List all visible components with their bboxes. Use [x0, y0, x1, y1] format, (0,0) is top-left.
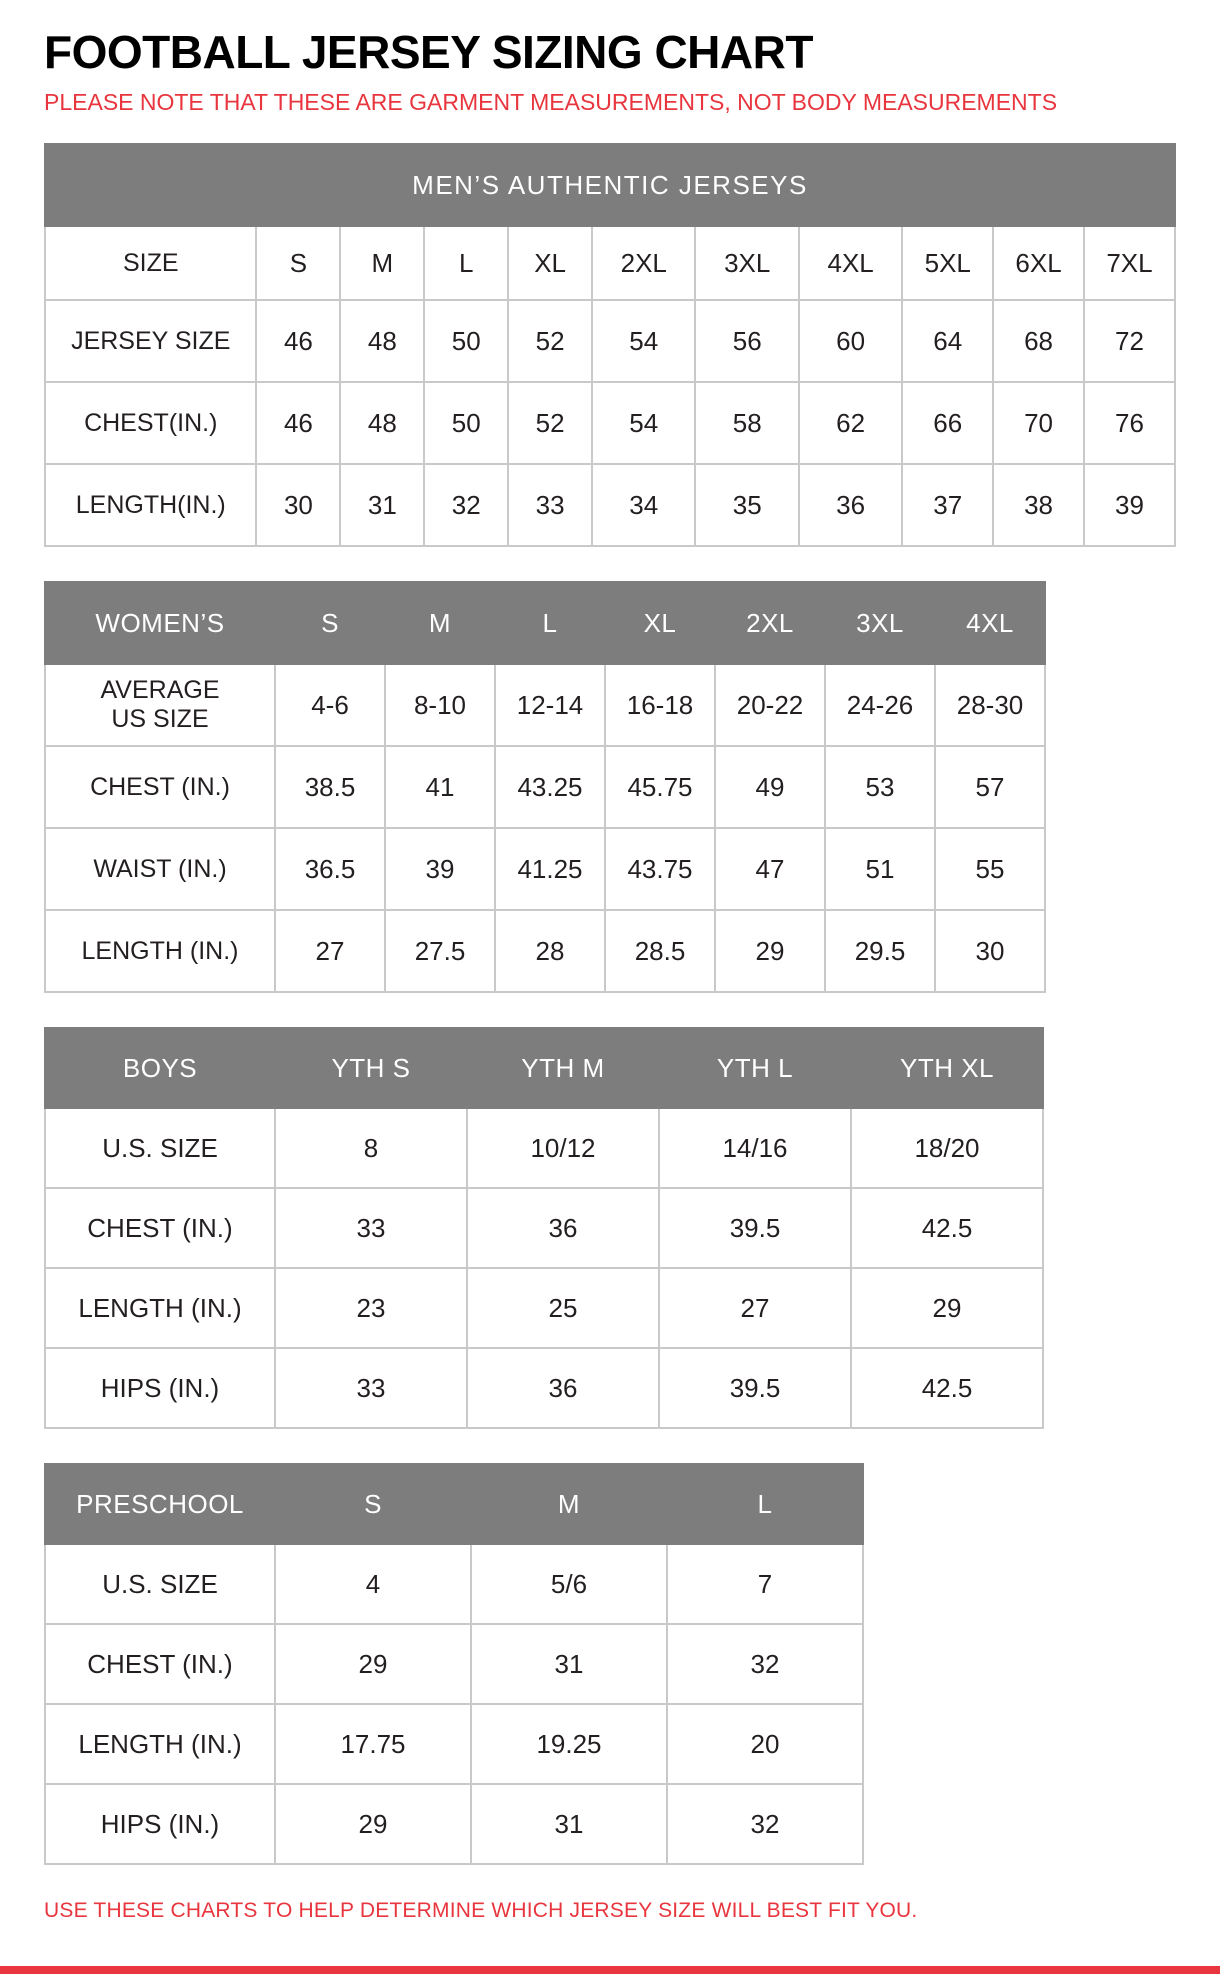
bottom-accent-bar [0, 1966, 1220, 1974]
cell: 76 [1084, 382, 1175, 464]
mens-size-6xl: 6XL [993, 226, 1084, 300]
cell: 39 [385, 828, 495, 910]
table-row [45, 382, 1175, 464]
cell: 38.5 [275, 746, 385, 828]
table-row [45, 746, 1045, 828]
cell: 36 [467, 1188, 659, 1268]
table-row [45, 300, 1175, 382]
cell: 24-26 [825, 664, 935, 746]
cell: 31 [340, 464, 424, 546]
cell: 48 [340, 382, 424, 464]
table-row [45, 1704, 863, 1784]
page-subtitle: PLEASE NOTE THAT THESE ARE GARMENT MEASUREMENTS, NOT BODY MEASUREMENTS [44, 89, 1058, 116]
cell: 10/12 [467, 1108, 659, 1188]
cell: 28-30 [935, 664, 1045, 746]
boys-row-label-hips: HIPS (IN.) [45, 1348, 275, 1428]
cell: 52 [508, 382, 592, 464]
boys-header-row [45, 1028, 1043, 1108]
preschool-label: PRESCHOOL [45, 1464, 275, 1544]
cell: 50 [424, 382, 508, 464]
cell: 51 [825, 828, 935, 910]
mens-size-4xl: 4XL [799, 226, 902, 300]
cell: 41.25 [495, 828, 605, 910]
womens-row-label-line1: AVERAGE [100, 676, 220, 705]
womens-row-label-length: LENGTH (IN.) [45, 910, 275, 992]
table-row [45, 1188, 1043, 1268]
cell: 14/16 [659, 1108, 851, 1188]
cell: 12-14 [495, 664, 605, 746]
mens-size-7xl: 7XL [1084, 226, 1175, 300]
cell: 39.5 [659, 1348, 851, 1428]
cell: 47 [715, 828, 825, 910]
mens-banner-row [45, 144, 1175, 226]
cell: 43.75 [605, 828, 715, 910]
boys-label: BOYS [45, 1028, 275, 1108]
womens-size-s: S [275, 582, 385, 664]
womens-header-row [45, 582, 1045, 664]
womens-row-label-waist: WAIST (IN.) [45, 828, 275, 910]
cell: 54 [592, 300, 695, 382]
cell: 56 [695, 300, 798, 382]
cell: 19.25 [471, 1704, 667, 1784]
cell: 68 [993, 300, 1084, 382]
boys-size-yth-m: YTH M [467, 1028, 659, 1108]
cell: 8-10 [385, 664, 495, 746]
mens-size-5xl: 5XL [902, 226, 993, 300]
cell: 39.5 [659, 1188, 851, 1268]
mens-row-label-length: LENGTH(IN.) [45, 464, 256, 546]
footnote: USE THESE CHARTS TO HELP DETERMINE WHICH JERSEY SIZE WILL BEST FIT YOU. [44, 1899, 918, 1923]
cell: 18/20 [851, 1108, 1043, 1188]
mens-size-m: M [340, 226, 424, 300]
cell: 38 [993, 464, 1084, 546]
mens-size-header-row [45, 226, 1175, 300]
preschool-row-label-length: LENGTH (IN.) [45, 1704, 275, 1784]
cell: 33 [275, 1188, 467, 1268]
preschool-row-label-hips: HIPS (IN.) [45, 1784, 275, 1864]
cell: 28.5 [605, 910, 715, 992]
womens-sizing-table [44, 581, 1046, 993]
boys-row-label-chest: CHEST (IN.) [45, 1188, 275, 1268]
cell: 58 [695, 382, 798, 464]
cell: 36.5 [275, 828, 385, 910]
preschool-row-label-us-size: U.S. SIZE [45, 1544, 275, 1624]
preschool-size-s: S [275, 1464, 471, 1544]
cell: 39 [1084, 464, 1175, 546]
preschool-size-m: M [471, 1464, 667, 1544]
cell: 45.75 [605, 746, 715, 828]
cell: 23 [275, 1268, 467, 1348]
table-row [45, 1348, 1043, 1428]
womens-size-4xl: 4XL [935, 582, 1045, 664]
cell: 35 [695, 464, 798, 546]
cell: 25 [467, 1268, 659, 1348]
cell: 20 [667, 1704, 863, 1784]
cell: 72 [1084, 300, 1175, 382]
cell: 48 [340, 300, 424, 382]
womens-size-m: M [385, 582, 495, 664]
cell: 32 [424, 464, 508, 546]
cell: 17.75 [275, 1704, 471, 1784]
mens-row-label-chest: CHEST(IN.) [45, 382, 256, 464]
mens-size-xl: XL [508, 226, 592, 300]
cell: 28 [495, 910, 605, 992]
boys-row-label-us-size: U.S. SIZE [45, 1108, 275, 1188]
cell: 29 [275, 1784, 471, 1864]
cell: 70 [993, 382, 1084, 464]
cell: 29 [715, 910, 825, 992]
cell: 33 [275, 1348, 467, 1428]
cell: 49 [715, 746, 825, 828]
womens-row-label-line2: US SIZE [111, 705, 209, 734]
boys-size-yth-l: YTH L [659, 1028, 851, 1108]
mens-size-3xl: 3XL [695, 226, 798, 300]
cell: 60 [799, 300, 902, 382]
cell: 32 [667, 1624, 863, 1704]
mens-row-label-jersey-size: JERSEY SIZE [45, 300, 256, 382]
cell: 37 [902, 464, 993, 546]
cell: 27 [659, 1268, 851, 1348]
womens-row-label-chest: CHEST (IN.) [45, 746, 275, 828]
boys-size-yth-xl: YTH XL [851, 1028, 1043, 1108]
cell: 4-6 [275, 664, 385, 746]
table-row [45, 1624, 863, 1704]
mens-size-label: SIZE [45, 226, 256, 300]
cell: 4 [275, 1544, 471, 1624]
mens-banner: MEN’S AUTHENTIC JERSEYS [45, 144, 1175, 226]
cell: 36 [799, 464, 902, 546]
boys-sizing-table [44, 1027, 1044, 1429]
mens-size-s: S [256, 226, 340, 300]
cell: 46 [256, 300, 340, 382]
cell: 50 [424, 300, 508, 382]
cell: 53 [825, 746, 935, 828]
table-row [45, 664, 1045, 746]
cell: 33 [508, 464, 592, 546]
preschool-row-label-chest: CHEST (IN.) [45, 1624, 275, 1704]
table-row [45, 910, 1045, 992]
cell: 8 [275, 1108, 467, 1188]
preschool-sizing-table [44, 1463, 864, 1865]
mens-sizing-table [44, 143, 1176, 547]
cell: 42.5 [851, 1188, 1043, 1268]
table-row [45, 1544, 863, 1624]
cell: 5/6 [471, 1544, 667, 1624]
table-row [45, 1108, 1043, 1188]
page-title: FOOTBALL JERSEY SIZING CHART [44, 26, 813, 78]
womens-size-l: L [495, 582, 605, 664]
womens-size-2xl: 2XL [715, 582, 825, 664]
cell: 31 [471, 1784, 667, 1864]
cell: 57 [935, 746, 1045, 828]
boys-size-yth-s: YTH S [275, 1028, 467, 1108]
cell: 52 [508, 300, 592, 382]
cell: 29 [851, 1268, 1043, 1348]
mens-size-2xl: 2XL [592, 226, 695, 300]
womens-row-label-average-us-size [45, 664, 275, 746]
table-row [45, 1784, 863, 1864]
cell: 29 [275, 1624, 471, 1704]
table-row [45, 1268, 1043, 1348]
preschool-size-l: L [667, 1464, 863, 1544]
cell: 34 [592, 464, 695, 546]
cell: 29.5 [825, 910, 935, 992]
cell: 30 [256, 464, 340, 546]
cell: 20-22 [715, 664, 825, 746]
cell: 64 [902, 300, 993, 382]
cell: 43.25 [495, 746, 605, 828]
preschool-header-row [45, 1464, 863, 1544]
table-row [45, 464, 1175, 546]
cell: 55 [935, 828, 1045, 910]
cell: 66 [902, 382, 993, 464]
cell: 27 [275, 910, 385, 992]
cell: 30 [935, 910, 1045, 992]
mens-size-l: L [424, 226, 508, 300]
cell: 32 [667, 1784, 863, 1864]
cell: 36 [467, 1348, 659, 1428]
cell: 62 [799, 382, 902, 464]
boys-row-label-length: LENGTH (IN.) [45, 1268, 275, 1348]
cell: 7 [667, 1544, 863, 1624]
cell: 41 [385, 746, 495, 828]
cell: 54 [592, 382, 695, 464]
cell: 27.5 [385, 910, 495, 992]
cell: 31 [471, 1624, 667, 1704]
cell: 16-18 [605, 664, 715, 746]
womens-label: WOMEN’S [45, 582, 275, 664]
womens-size-3xl: 3XL [825, 582, 935, 664]
cell: 42.5 [851, 1348, 1043, 1428]
cell: 46 [256, 382, 340, 464]
table-row [45, 828, 1045, 910]
womens-size-xl: XL [605, 582, 715, 664]
